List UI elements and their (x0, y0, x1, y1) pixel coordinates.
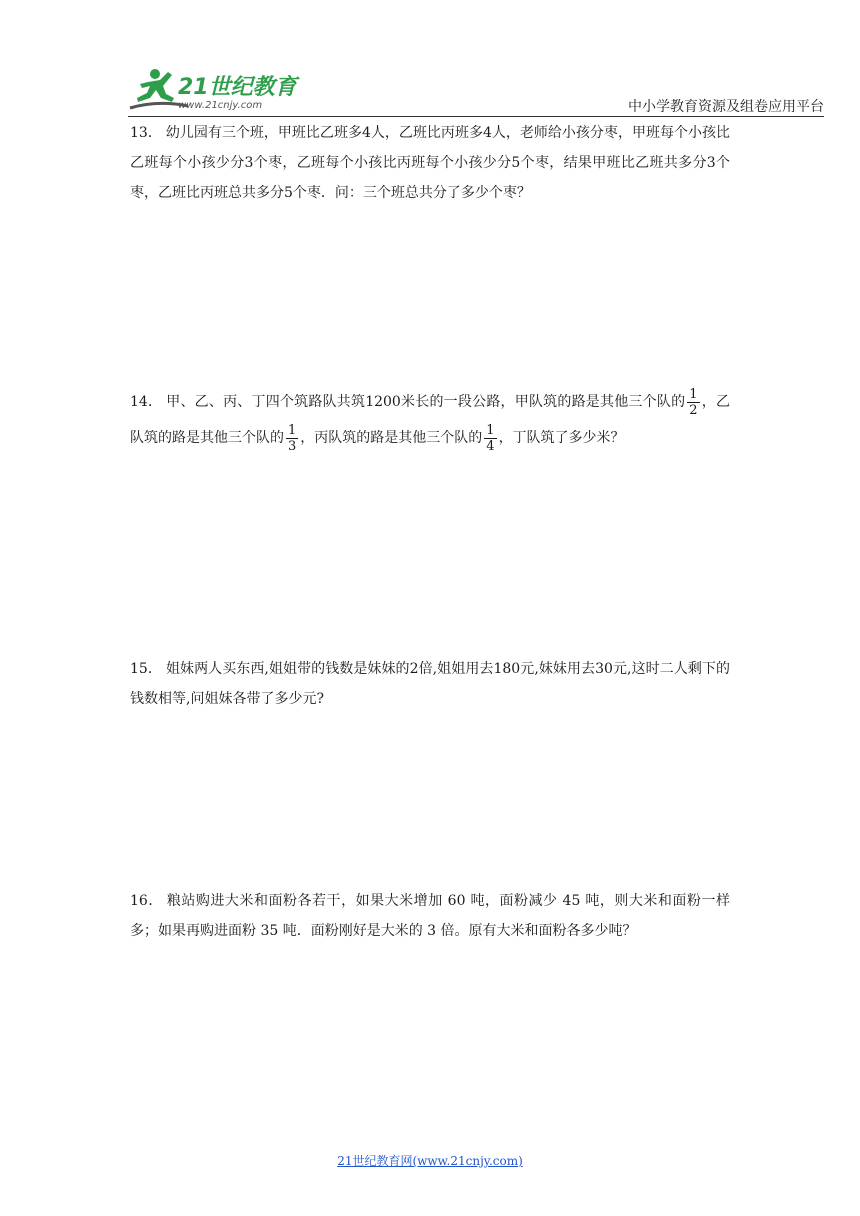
site-logo (128, 64, 308, 114)
footer-site-link[interactable]: 21世纪教育网(www.21cnjy.com) (337, 1154, 523, 1168)
platform-title: 中小学教育资源及组卷应用平台 (628, 99, 824, 115)
question-text: 姐妹两人买东西,姐姐带的钱数是妹妹的2倍,姐姐用去180元,妹妹用去30元,这时二人剩下的钱数相等,问姐妹各带了多少元? (130, 661, 730, 707)
question-text: 粮站购进大米和面粉各若干，如果大米增加 60 吨，面粉减少 45 吨，则大米和面粉一样多；如果再购进面粉 35 吨．面粉刚好是大米的 3 倍。原有大米和面粉各多少吨？ (130, 893, 730, 939)
fraction-numerator: 1 (689, 386, 698, 402)
logo-url: www.21cnjy.com (178, 100, 263, 111)
fraction-denominator: 2 (689, 402, 698, 418)
question-number: 15． (130, 661, 162, 677)
fraction-denominator: 4 (486, 438, 495, 454)
page-footer (0, 1152, 860, 1169)
question-13 (130, 118, 730, 208)
page-header (0, 0, 860, 120)
fraction-denominator: 3 (288, 438, 297, 454)
question-number: 13． (130, 125, 162, 141)
question-14 (130, 384, 730, 456)
header-divider (128, 116, 824, 117)
question-number: 14． (130, 394, 163, 410)
fraction-numerator: 1 (288, 422, 297, 438)
question-text-part: ，乙队筑的路是其他三个队的 (130, 394, 730, 446)
fraction-numerator: 1 (486, 422, 495, 438)
question-text-part: ，丙队筑的路是其他三个队的 (300, 430, 483, 446)
question-text: 幼儿园有三个班，甲班比乙班多4人，乙班比丙班多4人，老师给小孩分枣，甲班每个小孩比乙班每个小孩少分3个枣，乙班每个小孩比丙班每个小孩少分5个枣，结果甲班比乙班共多分3个枣，乙班比丙班总共多分5个枣．问：三个班总共分了多少个枣？ (130, 125, 730, 201)
question-text-part: ，丁队筑了多少米？ (498, 430, 625, 446)
question-text-part: 甲、乙、丙、丁四个筑路队共筑1200米长的一段公路，甲队筑的路是其他三个队的 (166, 394, 686, 410)
fraction-one-quarter (484, 423, 496, 454)
logo-wordmark: 21世纪教育 (178, 75, 297, 100)
fraction-one-half (687, 387, 699, 418)
fraction-one-third (286, 423, 298, 454)
question-15 (130, 654, 730, 714)
question-16 (130, 886, 730, 946)
question-number: 16． (130, 893, 163, 909)
running-figure-logo-icon (128, 64, 308, 114)
